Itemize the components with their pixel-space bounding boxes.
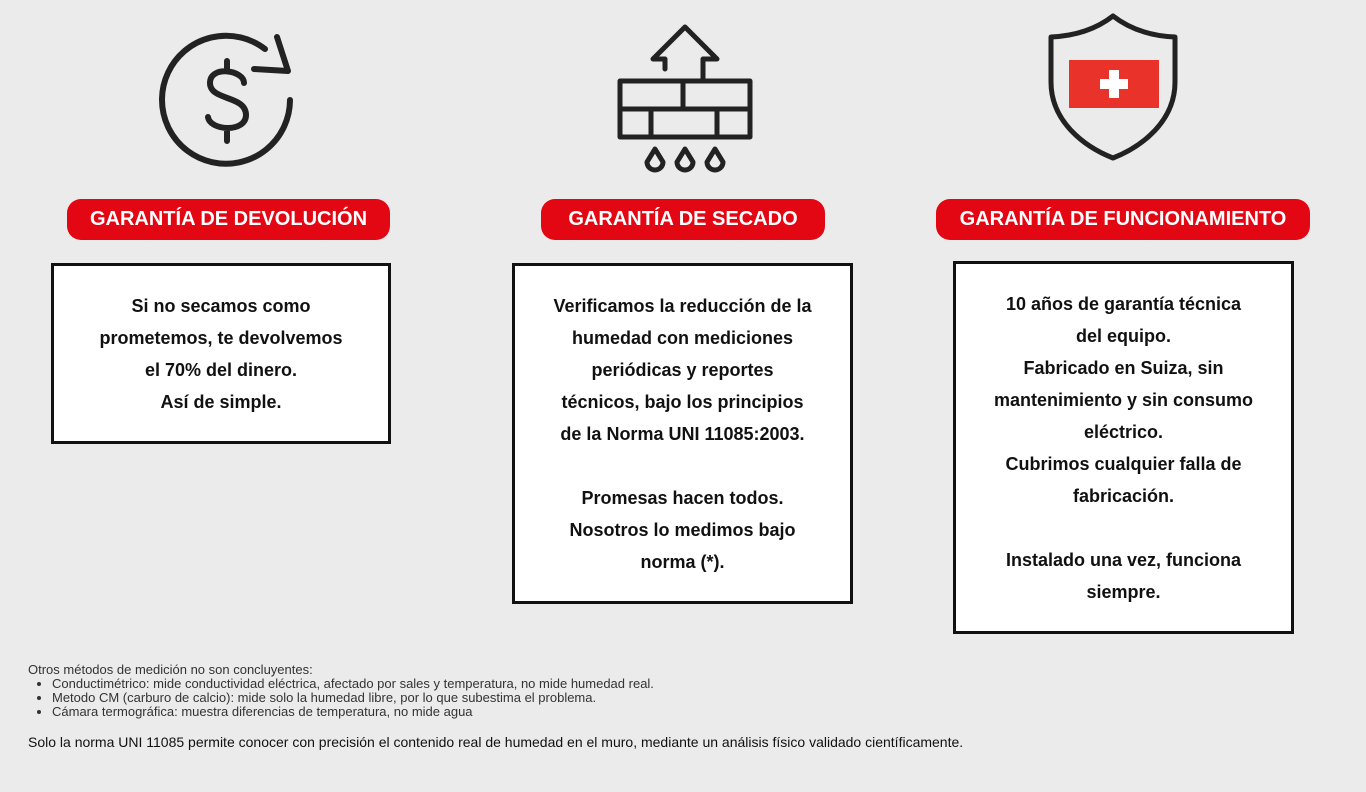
footnote-item: • Conductimétrico: mide conductividad eléctrica, afectado por sales y temperatura, no mide humedad real. [52,677,654,691]
card-devolucion [51,263,391,444]
card-text-line: fabricación. [1072,485,1175,506]
card-text-line: siempre. [1086,581,1161,602]
card-text-line: Verificamos la reducción de la [553,295,812,316]
footnote-item: • Cámara termográfica: muestra diferencias de temperatura, no mide agua [52,705,654,719]
card-text-line: humedad con mediciones [571,327,794,348]
card-text-line: Nosotros lo medimos bajo [569,519,796,540]
card-text-line: Instalado una vez, funciona [1005,549,1242,570]
card-text-line: de la Norma UNI 11085:2003. [560,423,805,444]
card-text-line: Así de simple. [160,391,282,412]
card-text-line: técnicos, bajo los principios [561,391,804,412]
card-text-line: prometemos, te devolvemos [99,327,343,348]
card-text-line: Si no secamos como [131,295,311,316]
card-text-line: el 70% del dinero. [144,359,298,380]
footnote-item: • Metodo CM (carburo de calcio): mide solo la humedad libre, por lo que subestima el problema. [52,691,654,705]
footnote [28,663,654,719]
pill-garantia-secado: GARANTÍA DE SECADO [541,199,825,240]
card-text-line: mantenimiento y sin consumo [993,389,1254,410]
wall-moisture-icon [615,24,755,179]
card-text-line: periódicas y reportes [591,359,774,380]
card-text-line: Cubrimos cualquier falla de [1005,453,1242,474]
footnote-conclusion: Solo la norma UNI 11085 permite conocer con precisión el contenido real de humedad en el muro, mediante un análisis físico validado científicamente. [28,734,964,750]
pill-garantia-funcionamiento: GARANTÍA DE FUNCIONAMIENTO [936,199,1310,240]
footnote-intro: Otros métodos de medición no son concluyentes: [28,662,313,677]
card-text-line: Fabricado en Suiza, sin [1023,357,1224,378]
dollar-refresh-icon [150,25,305,180]
card-secado [512,263,853,604]
card-text-line: eléctrico. [1083,421,1164,442]
card-text-line [680,450,685,482]
card-text-line: 10 años de garantía técnica [1005,293,1242,314]
card-text-line: Promesas hacen todos. [581,487,784,508]
card-text-line: del equipo. [1075,325,1171,346]
swiss-shield-icon [1045,12,1181,162]
pill-garantia-devolucion: GARANTÍA DE DEVOLUCIÓN [67,199,390,240]
card-funcionamiento [953,261,1294,634]
card-text-line: norma (*). [640,551,725,572]
card-text-line [1121,512,1126,544]
